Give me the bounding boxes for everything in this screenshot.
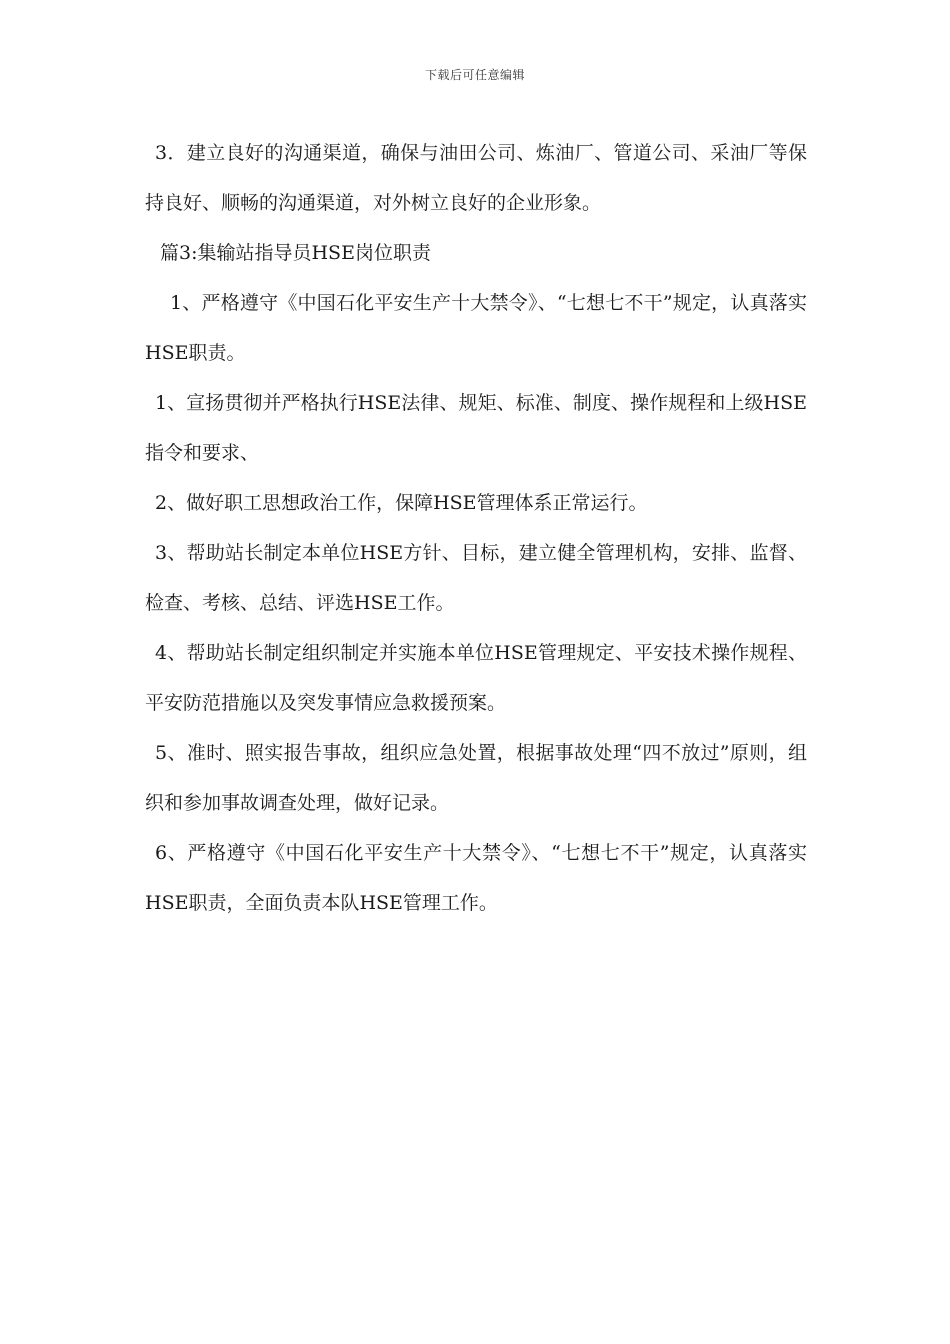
document-body bbox=[145, 128, 807, 928]
paragraph-item-2: 2、做好职工思想政治工作，保障HSE管理体系正常运行。 bbox=[155, 492, 648, 514]
paragraph-item-6: 6、严格遵守《中国石化平安生产十大禁令》、“七想七不干”规定，认真落实HSE职责，全面负责本队HSE管理工作。 bbox=[145, 842, 807, 914]
paragraph-communication: 3．建立良好的沟通渠道，确保与油田公司、炼油厂、管道公司、采油厂等保持良好、顺畅的沟通渠道，对外树立良好的企业形象。 bbox=[145, 142, 807, 214]
paragraph-item-5: 5、准时、照实报告事故，组织应急处置，根据事故处理“四不放过”原则，组织和参加事故调查处理，做好记录。 bbox=[145, 742, 807, 814]
paragraph-item-3: 3、帮助站长制定本单位HSE方针、目标，建立健全管理机构，安排、监督、检查、考核、总结、评选HSE工作。 bbox=[145, 542, 807, 614]
paragraph-item-1-promote: 1、宣扬贯彻并严格执行HSE法律、规矩、标准、制度、操作规程和上级HSE指令和要求、 bbox=[145, 392, 807, 464]
page-header: 下载后可任意编辑 bbox=[424, 68, 525, 82]
paragraph-item-1-regulations: 1、严格遵守《中国石化平安生产十大禁令》、“七想七不干”规定，认真落实HSE职责。 bbox=[145, 292, 807, 364]
paragraph-item-4: 4、帮助站长制定组织制定并实施本单位HSE管理规定、平安技术操作规程、平安防范措施以及突发事情应急救援预案。 bbox=[145, 642, 807, 714]
section-title: 篇3:集输站指导员HSE岗位职责 bbox=[160, 242, 431, 264]
